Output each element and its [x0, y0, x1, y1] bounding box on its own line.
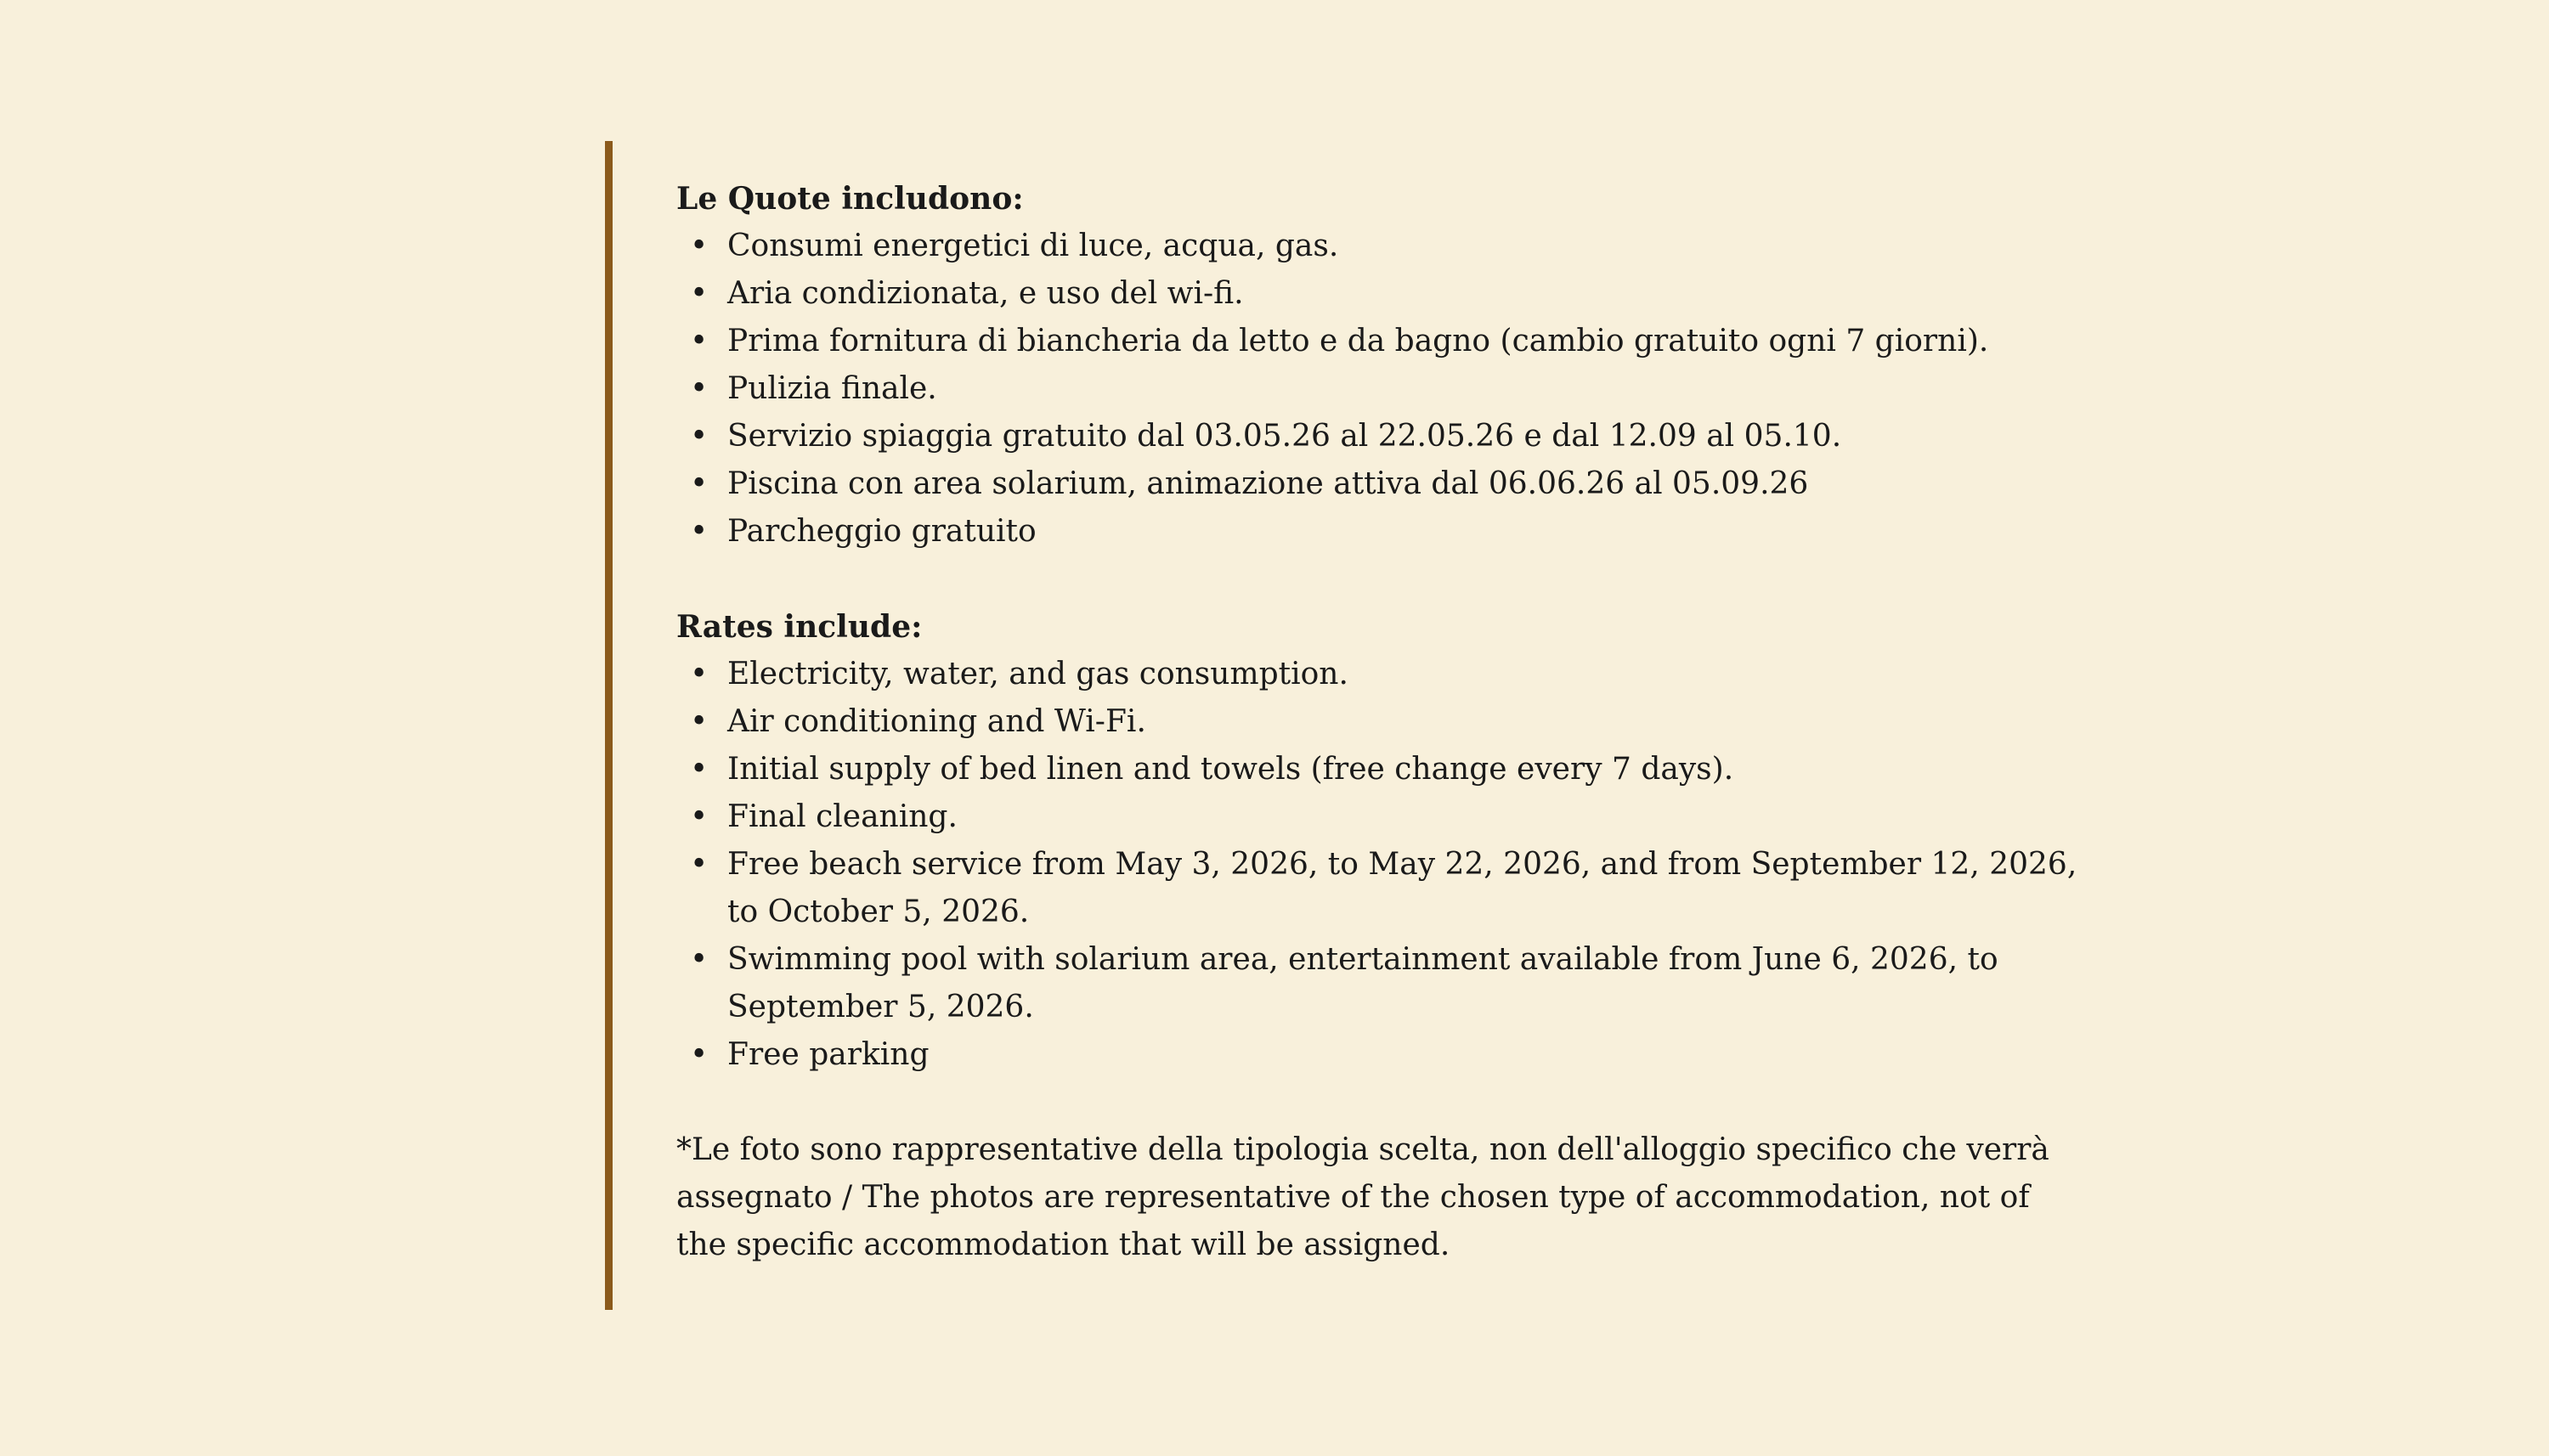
list-item: • Swimming pool with solarium area, entertainment available from June 6, 2026, to September 5, 2026.	[676, 936, 2100, 1031]
italian-heading: Le Quote includono:	[676, 181, 1024, 217]
english-inclusions-list	[676, 651, 2100, 1079]
list-item: • Prima fornitura di biancheria da letto e da bagno (cambio gratuito ogni 7 giorni).	[676, 318, 2100, 365]
rates-content	[676, 175, 2100, 1269]
list-item: • Aria condizionata, e uso del wi-fi.	[676, 270, 2100, 318]
accent-bar	[605, 141, 613, 1310]
list-item: • Parcheggio gratuito	[676, 508, 2100, 556]
list-item: • Final cleaning.	[676, 793, 2100, 841]
list-item: • Initial supply of bed linen and towels (free change every 7 days).	[676, 746, 2100, 793]
list-item: • Pulizia finale.	[676, 365, 2100, 413]
section-spacer	[676, 556, 2100, 603]
list-item: • Free beach service from May 3, 2026, to May 22, 2026, and from September 12, 2026, to October 5, 2026.	[676, 841, 2100, 936]
list-item: • Free parking	[676, 1031, 2100, 1079]
list-item: • Air conditioning and Wi-Fi.	[676, 698, 2100, 746]
english-heading: Rates include:	[676, 609, 923, 645]
list-item: • Servizio spiaggia gratuito dal 03.05.26 al 22.05.26 e dal 12.09 al 05.10.	[676, 413, 2100, 460]
italian-inclusions-list	[676, 223, 2100, 556]
list-item: • Piscina con area solarium, animazione attiva dal 06.06.26 al 05.09.26	[676, 460, 2100, 508]
list-item: • Electricity, water, and gas consumption.	[676, 651, 2100, 698]
section-spacer	[676, 1079, 2100, 1126]
photo-disclaimer-note: *Le foto sono rappresentative della tipologia scelta, non dell'alloggio specifico che verrà assegnato / The photos are representative of the chosen type of accommodation, not of the specific accommodation that will be assigned.	[676, 1132, 2049, 1262]
list-item: • Consumi energetici di luce, acqua, gas.	[676, 223, 2100, 270]
info-panel	[605, 141, 2100, 1310]
